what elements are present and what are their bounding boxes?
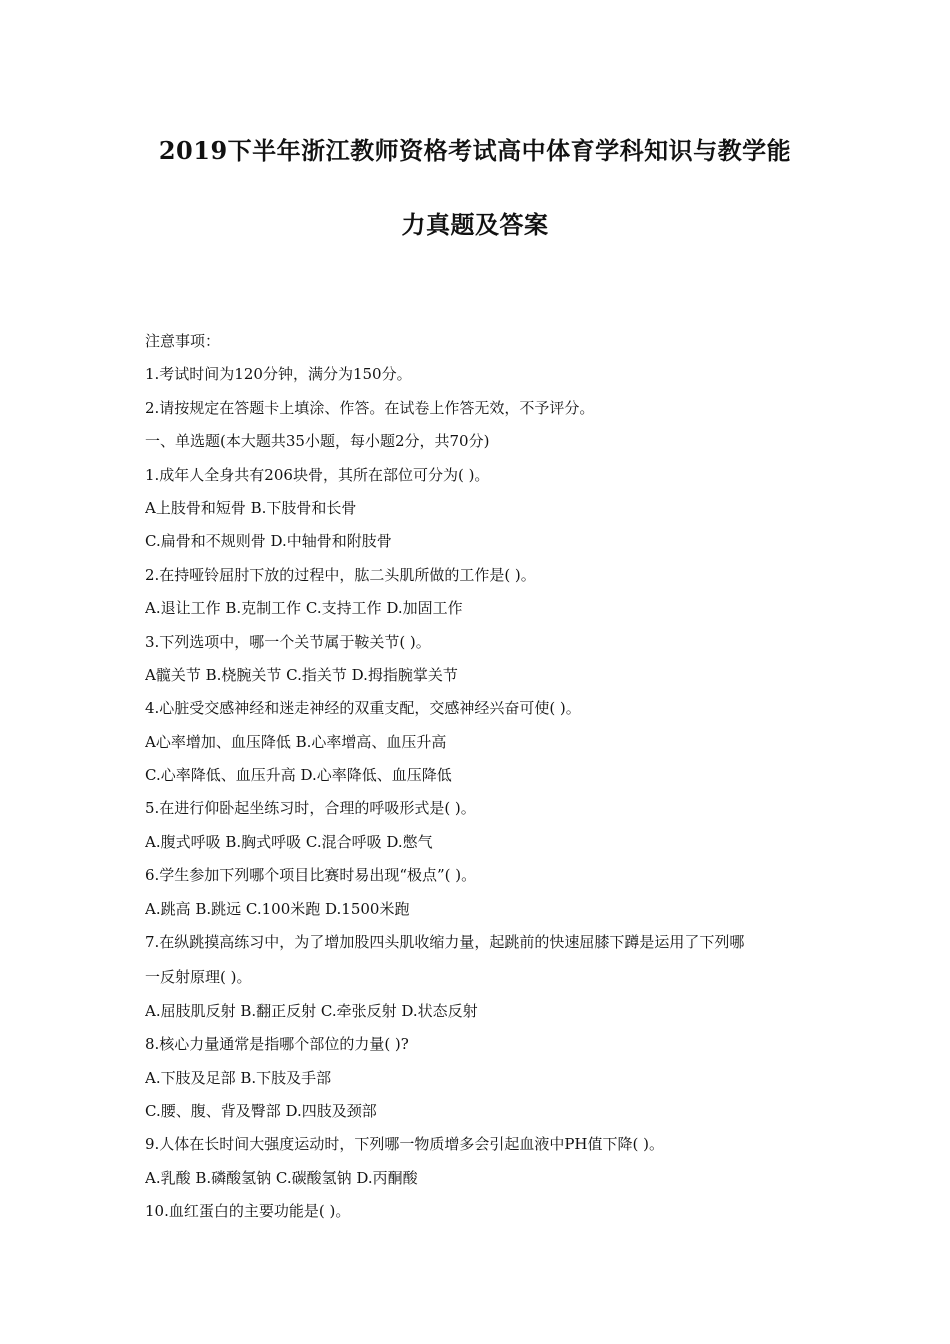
question-options: A心率增加、血压降低 B.心率增高、血压升高 bbox=[145, 732, 447, 751]
question-stem: 5.在进行仰卧起坐练习时，合理的呼吸形式是( )。 bbox=[145, 799, 476, 818]
section-heading: 一、单选题(本大题共35小题，每小题2分，共70分) bbox=[145, 432, 490, 451]
document-title-line-2: 力真题及答案 bbox=[401, 210, 549, 239]
question-stem-continued: 一反射原理( )。 bbox=[145, 968, 252, 987]
question-options: C.腰、腹、背及臀部 D.四肢及颈部 bbox=[145, 1101, 377, 1120]
question-stem: 7.在纵跳摸高练习中，为了增加股四头肌收缩力量，起跳前的快速屈膝下蹲是运用了下列哪 bbox=[145, 933, 745, 952]
notice-item: 1.考试时间为120分钟，满分为150分。 bbox=[145, 365, 412, 384]
question-options: A.腹式呼吸 B.胸式呼吸 C.混合呼吸 D.憋气 bbox=[145, 832, 433, 851]
question-options: C.心率降低、血压升高 D.心率降低、血压降低 bbox=[145, 766, 452, 785]
question-stem: 3.下列选项中，哪一个关节属于鞍关节( )。 bbox=[145, 632, 431, 651]
question-options: A上肢骨和短骨 B.下肢骨和长骨 bbox=[145, 498, 357, 517]
question-stem: 8.核心力量通常是指哪个部位的力量( )? bbox=[145, 1035, 409, 1054]
question-stem: 4.心脏受交感神经和迷走神经的双重支配，交感神经兴奋可使( )。 bbox=[145, 699, 581, 718]
question-options: A.跳高 B.跳远 C.100米跑 D.1500米跑 bbox=[145, 899, 410, 918]
question-options: A.退让工作 B.克制工作 C.支持工作 D.加固工作 bbox=[145, 599, 463, 618]
question-stem: 9.人体在长时间大强度运动时，下列哪一物质增多会引起血液中PH值下降( )。 bbox=[145, 1135, 664, 1154]
question-options: C.扁骨和不规则骨 D.中轴骨和附肢骨 bbox=[145, 532, 392, 551]
notice-heading: 注意事项： bbox=[145, 332, 221, 350]
question-options: A.下肢及足部 B.下肢及手部 bbox=[145, 1068, 332, 1087]
document-title-line-1: 2019下半年浙江教师资格考试高中体育学科知识与教学能 bbox=[158, 136, 792, 165]
question-stem: 10.血红蛋白的主要功能是( )。 bbox=[145, 1202, 351, 1221]
question-stem: 6.学生参加下列哪个项目比赛时易出现“极点”( )。 bbox=[145, 866, 477, 885]
question-options: A髋关节 B.桡腕关节 C.指关节 D.拇指腕掌关节 bbox=[145, 665, 458, 684]
question-options: A.乳酸 B.磷酸氢钠 C.碳酸氢钠 D.丙酮酸 bbox=[145, 1168, 418, 1187]
notice-item: 2.请按规定在答题卡上填涂、作答。在试卷上作答无效，不予评分。 bbox=[145, 398, 595, 417]
document-body bbox=[145, 325, 835, 1229]
question-stem: 1.成年人全身共有206块骨，其所在部位可分为( )。 bbox=[145, 465, 490, 484]
question-options: A.屈肢肌反射 B.翻正反射 C.牵张反射 D.状态反射 bbox=[145, 1001, 478, 1020]
question-stem: 2.在持哑铃屈肘下放的过程中，肱二头肌所做的工作是( )。 bbox=[145, 565, 536, 584]
